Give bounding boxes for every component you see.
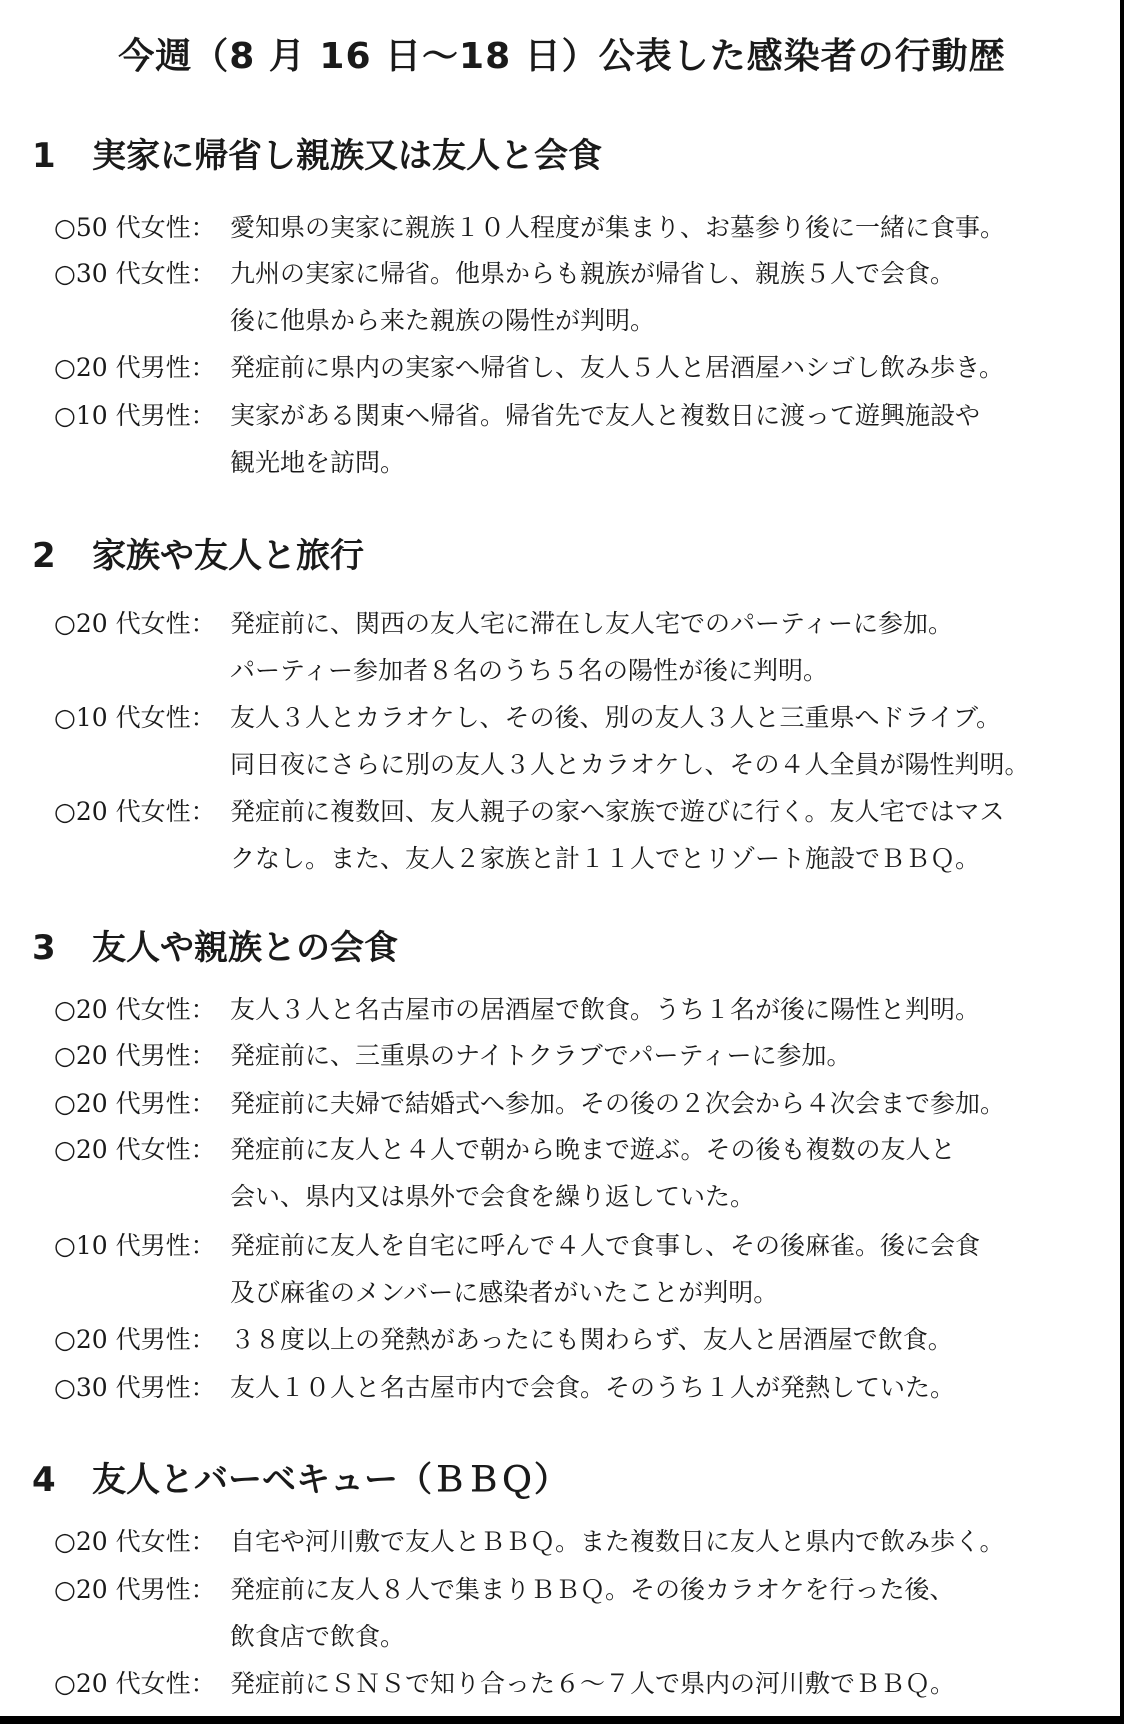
- entry-text-continued: パーティー参加者８名のうち５名の陽性が後に判明。: [230, 656, 829, 685]
- person-label: ○20 代男性：: [54, 1089, 216, 1118]
- section-number: 3: [32, 928, 56, 968]
- entry-text-continued: 及び麻雀のメンバーに感染者がいたことが判明。: [230, 1278, 779, 1307]
- section-heading-3: [32, 920, 398, 969]
- list-item: [54, 1518, 1005, 1565]
- list-item: [54, 1566, 955, 1660]
- list-item: [54, 1080, 1005, 1127]
- list-item: [54, 1032, 852, 1079]
- section-number: 4: [32, 1460, 56, 1500]
- person-label: ○50 代女性：: [54, 213, 216, 242]
- section-title: 家族や友人と旅行: [92, 536, 364, 576]
- entry-text: 発症前に友人と４人で朝から晩まで遊ぶ。その後も複数の友人と: [230, 1135, 956, 1164]
- person-label: ○20 代女性：: [54, 797, 216, 826]
- person-label: ○10 代男性：: [54, 1231, 216, 1260]
- list-item: [54, 344, 1004, 391]
- entry-text: 友人１０人と名古屋市内で会食。そのうち１人が発熱していた。: [230, 1373, 956, 1402]
- entry-text: 発症前に友人を自宅に呼んで４人で食事し、その後麻雀。後に会食: [230, 1231, 981, 1260]
- entry-text-continued: 会い、県内又は県外で会食を繰り返していた。: [230, 1182, 756, 1211]
- person-label: ○20 代女性：: [54, 995, 216, 1024]
- document-title: 今週（8 月 16 日～18 日）公表した感染者の行動歴: [118, 36, 1006, 77]
- person-label: ○20 代男性：: [54, 1041, 216, 1070]
- person-label: ○20 代女性：: [54, 1135, 216, 1164]
- list-item: [54, 250, 955, 344]
- entry-text: 発症前に、関西の友人宅に滞在し友人宅でのパーティーに参加。: [230, 609, 954, 638]
- list-item: [54, 1660, 955, 1707]
- entry-text-continued: 後に他県から来た親族の陽性が判明。: [230, 306, 656, 335]
- entry-text: ３８度以上の発熱があったにも関わらず、友人と居酒屋で飲食。: [230, 1325, 953, 1354]
- person-label: ○20 代男性：: [54, 1575, 216, 1604]
- entry-text-continued: 飲食店で飲食。: [230, 1622, 406, 1651]
- list-item: [54, 392, 980, 486]
- section-heading-1: [32, 128, 602, 177]
- entry-text: 発症前に県内の実家へ帰省し、友人５人と居酒屋ハシゴし飲み歩き。: [230, 353, 1005, 382]
- entry-text: 自宅や河川敷で友人とＢＢＱ。また複数日に友人と県内で飲み歩く。: [230, 1527, 1005, 1556]
- page-edge: [1120, 0, 1124, 1724]
- entry-text: 発症前に、三重県のナイトクラブでパーティーに参加。: [230, 1041, 852, 1070]
- section-number: 1: [32, 136, 56, 176]
- section-number: 2: [32, 536, 56, 576]
- entry-text-continued: 同日夜にさらに別の友人３人とカラオケし、その４人全員が陽性判明。: [230, 750, 1030, 779]
- person-label: ○10 代男性：: [54, 401, 216, 430]
- list-item: [54, 986, 980, 1033]
- person-label: ○30 代女性：: [54, 259, 216, 288]
- person-label: ○20 代女性：: [54, 609, 216, 638]
- entry-text-continued: 観光地を訪問。: [230, 448, 406, 477]
- person-label: ○20 代女性：: [54, 1669, 216, 1698]
- entry-text: 発症前に複数回、友人親子の家へ家族で遊びに行く。友人宅ではマス: [230, 797, 1005, 826]
- section-title: 友人や親族との会食: [92, 928, 398, 968]
- entry-text: 愛知県の実家に親族１０人程度が集まり、お墓参り後に一緒に食事。: [230, 213, 1006, 242]
- entry-text: 友人３人と名古屋市の居酒屋で飲食。うち１名が後に陽性と判明。: [230, 995, 981, 1024]
- person-label: ○20 代男性：: [54, 1325, 216, 1354]
- entry-text: 発症前に夫婦で結婚式へ参加。その後の２次会から４次会まで参加。: [230, 1089, 1006, 1118]
- section-heading-4: [32, 1452, 568, 1501]
- section-title: 友人とバーベキュー（ＢＢＱ）: [92, 1460, 568, 1500]
- list-item: [54, 1364, 955, 1411]
- person-label: ○20 代女性：: [54, 1527, 216, 1556]
- section-heading-2: [32, 528, 364, 577]
- person-label: ○20 代男性：: [54, 353, 216, 382]
- entry-text-continued: クなし。また、友人２家族と計１１人でとリゾート施設でＢＢＱ。: [230, 844, 981, 873]
- entry-text: 友人３人とカラオケし、その後、別の友人３人と三重県へドライブ。: [230, 703, 1002, 732]
- entry-text: 実家がある関東へ帰省。帰省先で友人と複数日に渡って遊興施設や: [230, 401, 981, 430]
- list-item: [54, 1316, 953, 1363]
- person-label: ○30 代男性：: [54, 1373, 216, 1402]
- entry-text: 九州の実家に帰省。他県からも親族が帰省し、親族５人で会食。: [230, 259, 956, 288]
- entry-text: 発症前に友人８人で集まりＢＢＱ。その後カラオケを行った後、: [230, 1575, 955, 1604]
- list-item: [54, 788, 1005, 882]
- person-label: ○10 代女性：: [54, 703, 216, 732]
- list-item: [54, 204, 1005, 251]
- list-item: [54, 694, 1030, 788]
- section-title: 実家に帰省し親族又は友人と会食: [92, 136, 602, 176]
- list-item: [54, 1126, 956, 1220]
- list-item: [54, 1222, 980, 1316]
- entry-text: 発症前にＳＮＳで知り合った６～７人で県内の河川敷でＢＢＱ。: [230, 1669, 956, 1698]
- list-item: [54, 600, 953, 694]
